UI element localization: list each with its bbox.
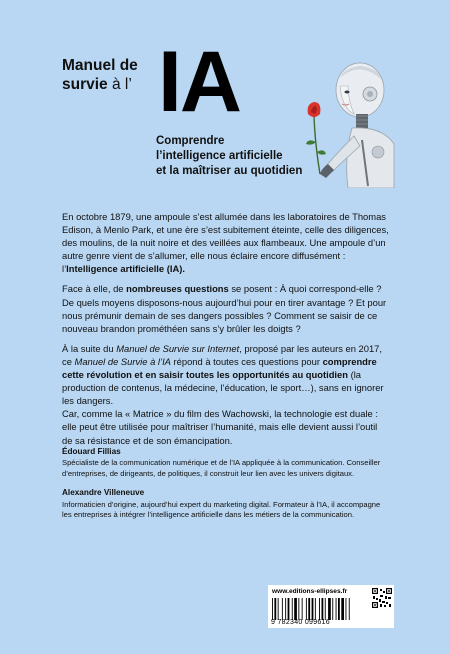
authors-section xyxy=(62,447,390,529)
barcode-bar xyxy=(336,598,337,620)
barcode-bar xyxy=(285,598,286,620)
isbn-number: 9 782340 099616 xyxy=(271,619,330,626)
barcode-bar xyxy=(349,598,350,620)
barcode-bar xyxy=(288,598,290,620)
paragraph-2 xyxy=(62,282,390,334)
barcode-bar xyxy=(298,598,299,620)
barcode-bar xyxy=(306,598,307,620)
book-subtitle xyxy=(156,134,302,179)
p3-italic-1: Manuel de Survie sur Internet xyxy=(116,342,240,354)
paragraph-4: Car, comme la « Matrice » du film des Wachowski, la technologie est duale : elle peut être utilisée pour maîtriser l’humanité, mais elle devient aussi l’outil de sa résistance et de son émancipation. xyxy=(62,408,378,446)
barcode-bar xyxy=(315,598,316,620)
author-bio-2: Informaticien d’origine, aujourd’hui expert du marketing digital. Formateur à l’IA, il accompagne les entreprises à intégrer l’intelligence artificielle dans les métiers de la communication. xyxy=(62,499,381,520)
book-title-ia: IA xyxy=(158,34,240,130)
p1-text: En octobre 1879, une ampoule s’est allumée dans les laboratoires de Thomas Edison, à Menlo Park, et une ère s’est subitement éteinte, celle des diligences, des moulins, de la nuit noire et des veillées aux flambeaux. Une ampoule d’un autre genre vient de s’allumer, elle nous éclaire encore diffusément : l’ xyxy=(62,211,389,275)
title-line-1: Manuel de xyxy=(62,57,138,74)
barcode-bar xyxy=(312,598,314,620)
publisher-url: www.editions-ellipses.fr xyxy=(272,588,348,595)
barcode-bar xyxy=(328,598,331,620)
barcode-bar xyxy=(338,598,340,620)
title-a-l: à l’ xyxy=(107,76,132,93)
barcode-bar xyxy=(272,598,273,620)
barcode-bar xyxy=(325,598,326,620)
author-name-1: Édouard Fillias xyxy=(62,447,121,456)
barcode-bar xyxy=(282,598,283,620)
barcode-bar xyxy=(302,598,303,620)
robot-with-rose-illustration xyxy=(282,56,402,188)
barcode-bar xyxy=(294,598,297,620)
p3-italic-2: Manuel de Survie à l’IA xyxy=(74,355,171,367)
barcode-panel xyxy=(268,585,394,628)
p3-text-c: , proposé par les auteurs en 2017, ce xyxy=(62,342,382,367)
p2-text-c: se posent : À quoi correspond-elle ? De quels moyens disposons-nous aujourd’hui pour en tirer avantage ? Et pour nous prémunir demain de ses dangers possibles ? Comment se saisir de ce nouveau brandon prométhéen sans s’y brûler les doigts ? xyxy=(62,283,387,334)
qr-code-icon xyxy=(372,588,392,625)
author-name-2: Alexandre Villeneuve xyxy=(62,488,145,498)
barcode-bar xyxy=(341,598,344,620)
p2-bold: nombreuses questions xyxy=(126,283,229,295)
paragraph-1 xyxy=(62,210,390,275)
barcode-bar xyxy=(319,598,320,620)
barcode-bar xyxy=(278,598,279,620)
barcode-bar xyxy=(292,598,293,620)
barcode-bar xyxy=(274,598,276,620)
p3-text-g: (la production de contenus, la médecine, l’éducation, le sport…), sans en ignorer les dangers. xyxy=(62,369,384,407)
subtitle-line-3: et la maîtriser au quotidien xyxy=(156,165,303,177)
book-description xyxy=(62,210,390,454)
book-title-small xyxy=(62,56,138,94)
title-line-2 xyxy=(62,75,138,94)
barcode-bar xyxy=(346,598,347,620)
barcode-bar xyxy=(332,598,333,620)
subtitle-line-2: l’intelligence artificielle xyxy=(156,150,283,162)
paragraph-3 xyxy=(62,342,390,407)
author-bio-1: Spécialiste de la communication numérique et de l’IA appliquée à la communication. Conseiller d’entreprises, de dirigeants, de politiques, il construit leur lien avec les univers digitaux. xyxy=(62,458,381,478)
title-survie: survie xyxy=(62,76,108,93)
barcode-bar xyxy=(308,598,310,620)
barcode-bar xyxy=(322,598,324,620)
subtitle-line-1: Comprendre xyxy=(156,135,225,147)
p3-bold: comprendre cette révolution et en saisir toutes les opportunités au quotidien xyxy=(62,355,377,381)
p3-text-a: À la suite du xyxy=(62,342,117,354)
p2-text-a: Face à elle, de xyxy=(62,283,127,295)
p3-text-e: répond à toutes ces questions pour xyxy=(170,355,323,367)
barcode-icon xyxy=(272,598,368,620)
p1-bold: Intelligence artificielle (IA). xyxy=(66,263,185,275)
